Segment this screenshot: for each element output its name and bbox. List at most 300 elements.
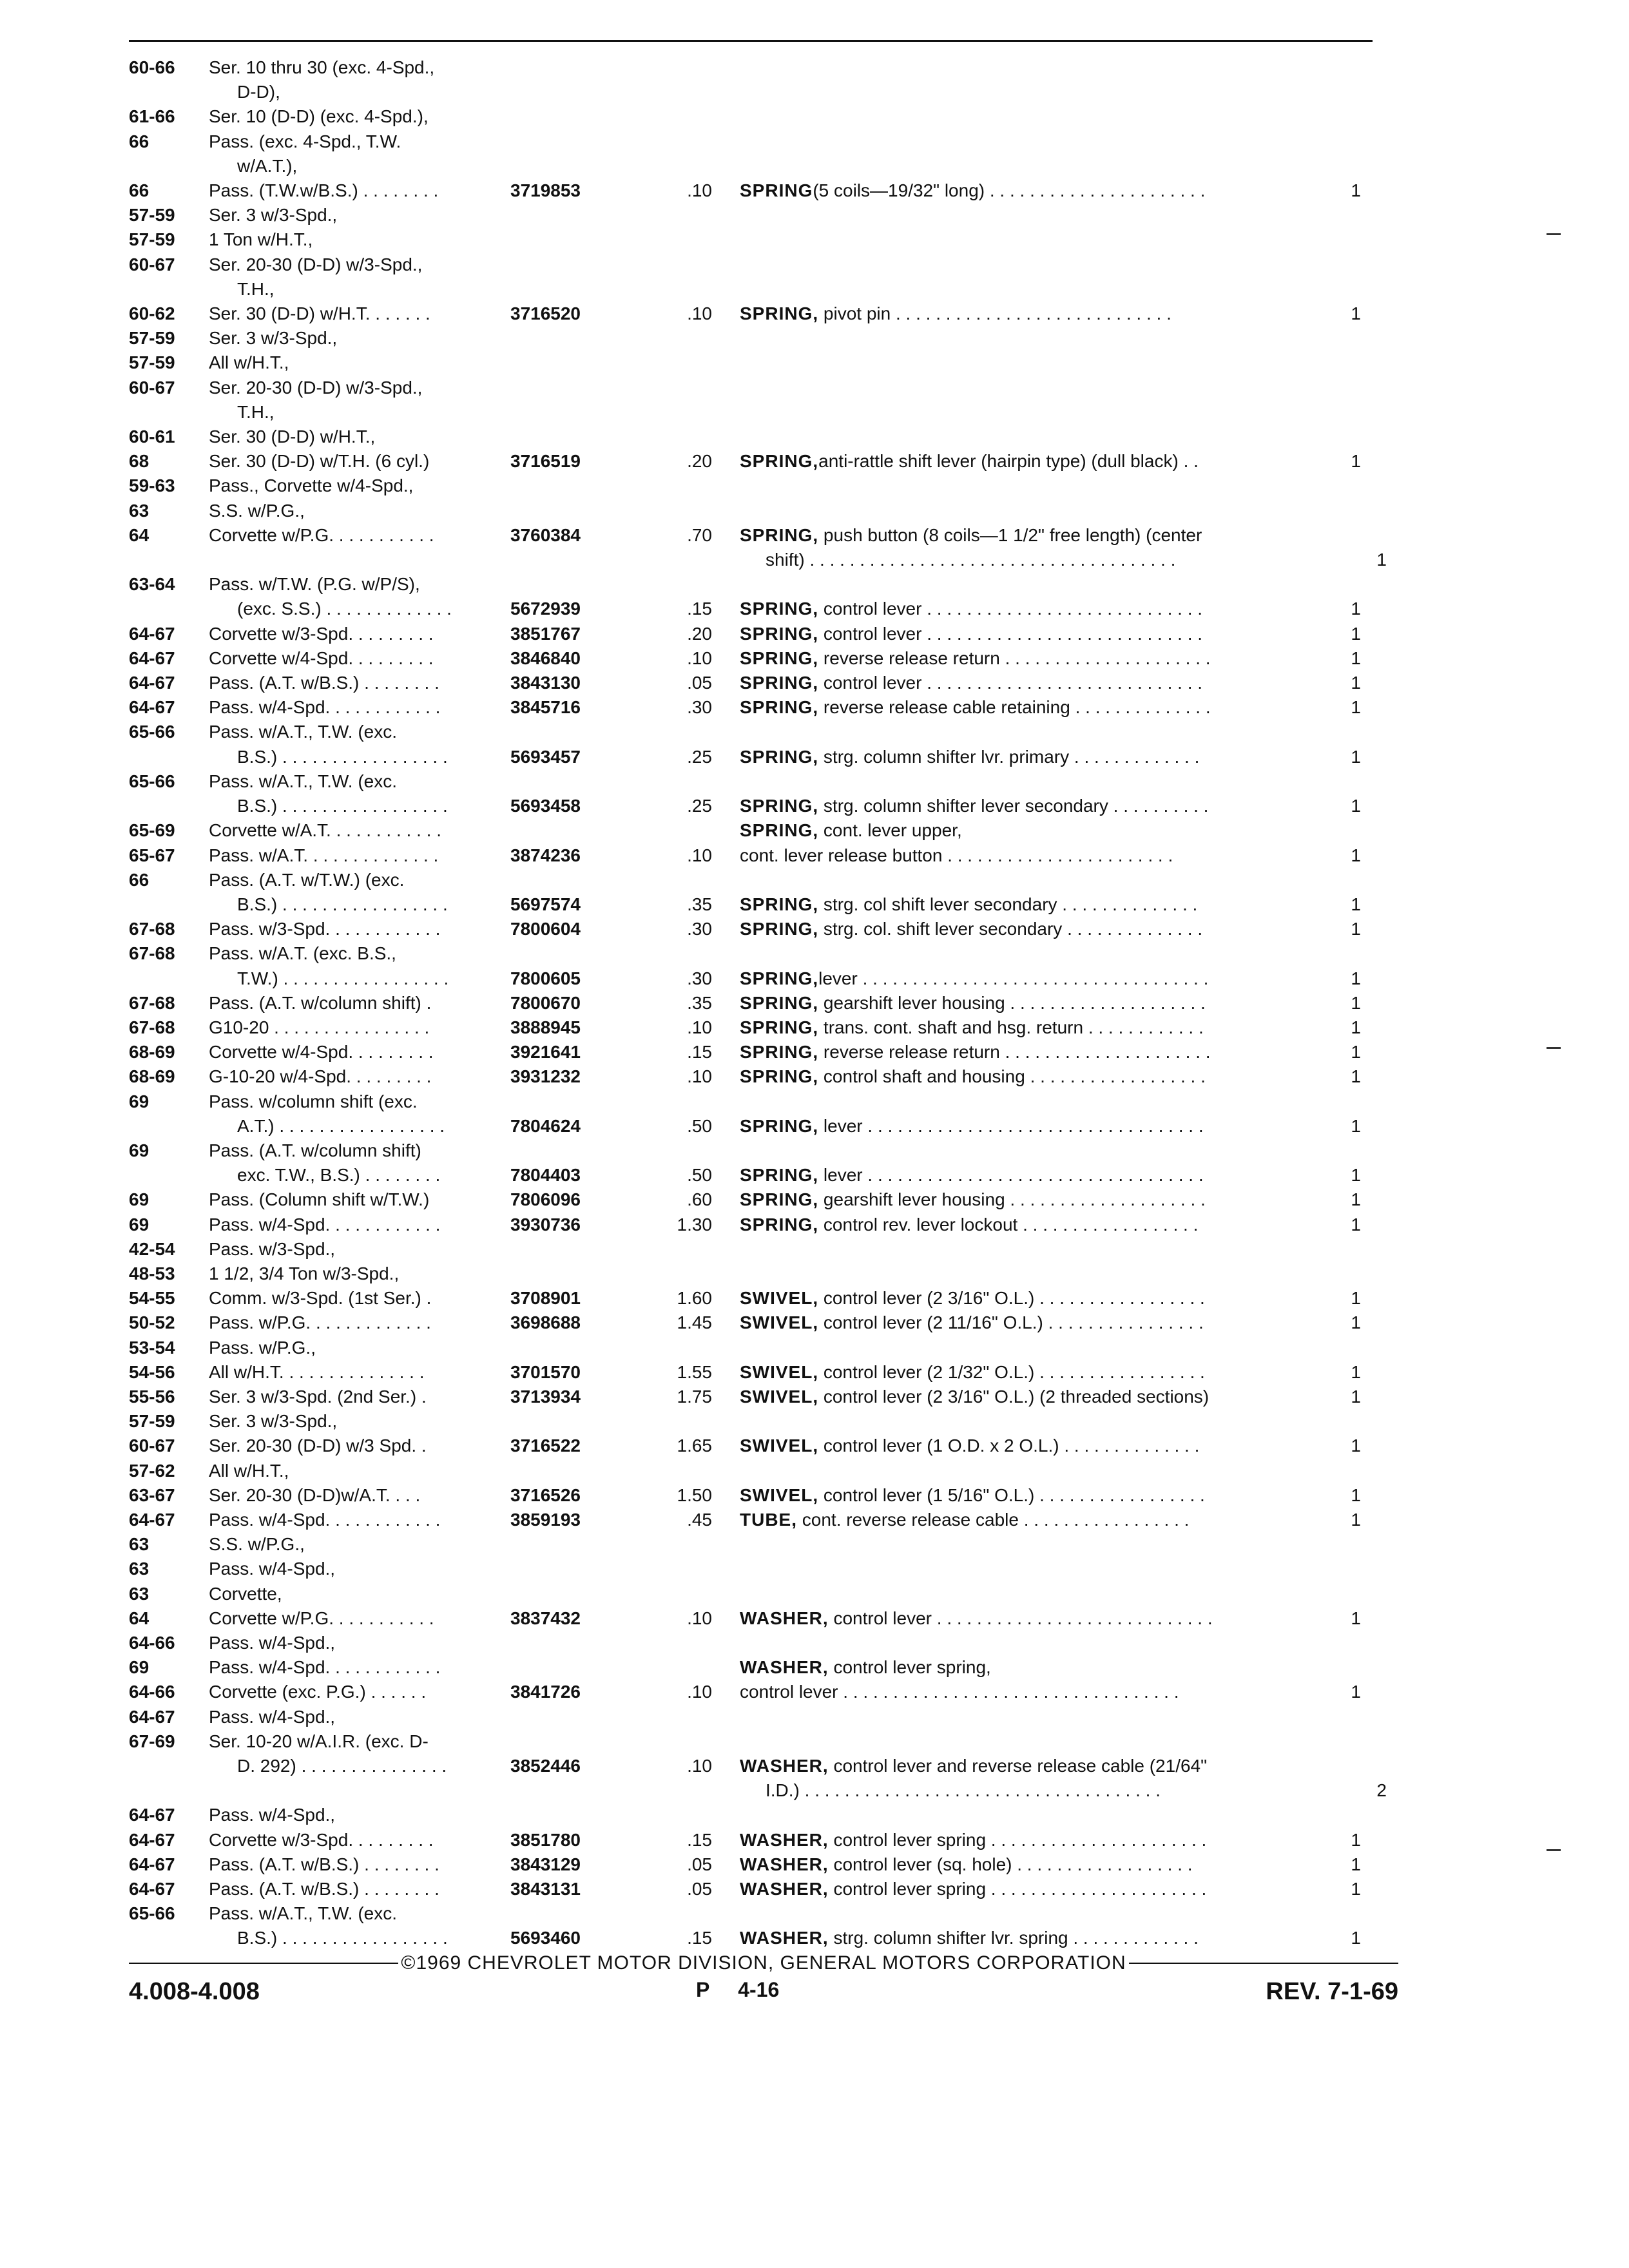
part-number: 7804624 [510,1115,581,1136]
part-row [129,351,1398,375]
part-description [740,1114,1344,1139]
part-description [740,917,1344,941]
application: B.S.) . . . . . . . . . . . . . . . . . [237,796,448,816]
list-price: 1.60 [677,1288,712,1309]
part-row [129,154,1398,178]
part-description [740,1754,1344,1778]
list-price: .25 [687,746,712,767]
part-detail: strg. col. shift lever secondary . . . . . . . . . . . . . . [818,919,1203,939]
application: Pass. w/A.T. (exc. B.S., [209,943,396,964]
part-detail: control lever . . . . . . . . . . . . . . . . . . . . . . . . . . . . [818,673,1203,693]
application: Pass. w/3-Spd., [209,1238,336,1259]
model-years: 48-53 [129,1263,175,1283]
model-years: 64-66 [129,1633,175,1653]
list-price: .10 [687,1017,712,1037]
part-row [129,302,1398,326]
part-row [129,868,1398,892]
part-number: 3716526 [510,1485,581,1505]
quantity: 1 [1351,1165,1361,1186]
part-row [129,991,1398,1015]
part-description [740,1385,1344,1409]
part-row [129,1459,1398,1483]
application: Pass. w/4-Spd., [209,1706,336,1727]
part-name: TUBE, [740,1509,797,1530]
list-price: .10 [687,648,712,668]
part-name: SPRING, [740,697,819,718]
part-detail: cont. lever release button . . . . . . . . . . . . . . . . . . . . . . . [740,845,1173,865]
quantity: 1 [1351,1829,1361,1850]
part-number: 3719853 [510,180,581,201]
quantity: 1 [1351,1066,1361,1087]
part-number: 3859193 [510,1509,581,1530]
model-years: 55-56 [129,1386,175,1407]
part-row [129,253,1398,277]
part-row [129,1483,1398,1508]
list-price: .10 [687,845,712,865]
application: Pass. (A.T. w/column shift) [209,1140,421,1160]
part-description [740,1778,1370,1803]
part-row [129,1015,1398,1040]
part-description [740,449,1344,474]
model-years: 57-59 [129,205,175,226]
part-description [740,548,1370,572]
part-name: SPRING, [740,1042,819,1062]
part-number: 7800605 [510,968,581,988]
part-name: SPRING, [740,746,819,767]
list-price: .15 [687,599,712,619]
part-name: SPRING [740,180,813,201]
model-years: 69 [129,1091,149,1111]
part-description [740,302,1344,326]
list-price: 1.30 [677,1214,712,1235]
part-name: SPRING, [740,1165,819,1186]
list-price: .30 [687,919,712,939]
model-years: 64-67 [129,1854,175,1874]
application: Pass. (A.T. w/T.W.) (exc. [209,869,405,890]
quantity: 1 [1351,623,1361,644]
part-description [740,1828,1344,1852]
part-row [129,1877,1398,1901]
quantity: 1 [1351,919,1361,939]
part-row [129,1213,1398,1237]
model-years: 65-66 [129,722,175,742]
part-number: 3921641 [510,1042,581,1062]
application: G-10-20 w/4-Spd. . . . . . . . . [209,1066,432,1087]
application: T.H., [237,401,275,422]
part-row [129,892,1398,917]
part-detail: control lever (2 11/16" O.L.) . . . . . . . . . . . . . . . . [818,1312,1204,1333]
model-years: 63 [129,1583,149,1604]
part-row [129,818,1398,843]
application: Pass. w/4-Spd. . . . . . . . . . . . [209,1657,441,1678]
quantity: 1 [1376,550,1387,570]
list-price: .20 [687,623,712,644]
model-years: 60-67 [129,254,175,274]
part-detail: control lever . . . . . . . . . . . . . . . . . . . . . . . . . . . . [818,599,1203,619]
part-row [129,1262,1398,1286]
part-description [740,1483,1344,1508]
list-price: .10 [687,180,712,201]
part-description [740,745,1344,769]
part-description [740,1434,1344,1458]
application: Comm. w/3-Spd. (1st Ser.) . [209,1288,432,1309]
application: A.T.) . . . . . . . . . . . . . . . . . [237,1115,445,1136]
application: Pass. w/A.T., T.W. (exc. [209,771,397,791]
model-years: 68 [129,451,149,472]
part-name: WASHER, [740,1657,829,1678]
part-detail: control rev. lever lockout . . . . . . . . . . . . . . . . . . [818,1214,1199,1235]
application: All w/H.T., [209,1460,289,1481]
list-price: .35 [687,894,712,914]
application: Corvette w/P.G. . . . . . . . . . . [209,1608,434,1628]
part-number: 5693457 [510,746,581,767]
model-years: 61-66 [129,106,175,127]
application: G10-20 . . . . . . . . . . . . . . . . [209,1017,430,1037]
list-price: .05 [687,1879,712,1899]
part-number: 5697574 [510,894,581,914]
application: (exc. S.S.) . . . . . . . . . . . . . [237,599,452,619]
part-row [129,1385,1398,1409]
part-detail: lever . . . . . . . . . . . . . . . . . . . . . . . . . . . . . . . . . . [818,1115,1204,1136]
application: Pass. w/T.W. (P.G. w/P/S), [209,574,420,595]
model-years: 67-68 [129,919,175,939]
list-price: .30 [687,697,712,718]
application: Pass. (A.T. w/column shift) . [209,992,432,1013]
application: Pass. w/A.T. . . . . . . . . . . . . . [209,845,439,865]
part-row [129,1705,1398,1729]
model-years: 57-59 [129,1411,175,1432]
top-rule [129,40,1373,42]
part-row [129,646,1398,671]
application: Corvette w/A.T. . . . . . . . . . . . [209,820,441,841]
part-name: WASHER, [740,1879,829,1899]
part-name: SWIVEL, [740,1386,819,1407]
page-number: P 4-16 [696,1978,780,2001]
part-name: SPRING, [740,894,819,914]
part-description [740,523,1344,548]
part-detail: lever . . . . . . . . . . . . . . . . . . . . . . . . . . . . . . . . . . . [818,968,1209,988]
list-price: .10 [687,303,712,324]
quantity: 1 [1351,180,1361,201]
application: T.W.) . . . . . . . . . . . . . . . . . [237,968,449,988]
application: Ser. 20-30 (D-D) w/3-Spd., [209,377,423,398]
part-name: SPRING, [740,524,819,545]
part-detail: I.D.) . . . . . . . . . . . . . . . . . . . . . . . . . . . . . . . . . . . . [766,1780,1161,1801]
application: exc. T.W., B.S.) . . . . . . . . [237,1165,441,1186]
part-row [129,548,1398,572]
part-number: 7804403 [510,1165,581,1186]
quantity: 1 [1351,303,1361,324]
part-detail: strg. column shifter lever secondary . . . . . . . . . . [818,796,1209,816]
quantity: 1 [1351,1854,1361,1874]
part-row [129,794,1398,818]
part-detail: push button (8 coils—1 1/2" free length) (center [818,524,1202,545]
list-price: 1.55 [677,1361,712,1382]
part-row [129,1778,1398,1803]
application: All w/H.T., [209,352,289,373]
part-row [129,769,1398,794]
part-detail: strg. column shifter lvr. spring . . . . . . . . . . . . . [828,1928,1199,1948]
part-name: SPRING, [740,1214,819,1235]
part-detail: control lever (1 O.D. x 2 O.L.) . . . . . . . . . . . . . . [818,1436,1200,1456]
application: 1 1/2, 3/4 Ton w/3-Spd., [209,1263,400,1283]
part-description [740,1015,1344,1040]
part-row [129,1631,1398,1655]
part-description [740,1064,1344,1089]
list-price: .70 [687,524,712,545]
part-row [129,1360,1398,1385]
model-years: 53-54 [129,1337,175,1358]
list-price: .10 [687,1066,712,1087]
quantity: 1 [1351,1189,1361,1210]
model-years: 65-67 [129,845,175,865]
part-row [129,326,1398,351]
part-description [740,1606,1344,1631]
model-years: 68-69 [129,1066,175,1087]
part-description [740,843,1344,868]
part-description [740,794,1344,818]
part-description [740,1213,1344,1237]
margin-mark [1547,233,1561,235]
part-row [129,425,1398,449]
part-name: SWIVEL, [740,1288,819,1309]
model-years: 63-67 [129,1485,175,1505]
part-row [129,449,1398,474]
application: T.H., [237,278,275,299]
application: D. 292) . . . . . . . . . . . . . . . [237,1756,447,1776]
quantity: 1 [1351,796,1361,816]
application: Pass. (exc. 4-Spd., T.W. [209,131,401,151]
model-years: 60-66 [129,57,175,77]
quantity: 1 [1351,1042,1361,1062]
part-number: 3843131 [510,1879,581,1899]
model-years: 67-68 [129,943,175,964]
part-row [129,745,1398,769]
model-years: 66 [129,180,149,201]
model-years: 57-62 [129,1460,175,1481]
revision-date: REV. 7-1-69 [1266,1978,1398,2005]
part-number: 3837432 [510,1608,581,1628]
part-description [740,991,1344,1015]
part-name: SWIVEL, [740,1312,819,1333]
model-years: 57-59 [129,352,175,373]
model-years: 42-54 [129,1238,175,1259]
part-detail: (5 coils—19/32" long) . . . . . . . . . . . . . . . . . . . . . . [813,180,1206,201]
quantity: 1 [1351,1879,1361,1899]
quantity: 1 [1351,697,1361,718]
application: Pass. w/4-Spd., [209,1805,336,1825]
application: Ser. 3 w/3-Spd. (2nd Ser.) . [209,1386,427,1407]
part-number: 3716522 [510,1436,581,1456]
part-description [740,1508,1344,1532]
part-detail: control lever (2 3/16" O.L.) . . . . . . . . . . . . . . . . . [818,1288,1205,1309]
application: Pass. (A.T. w/B.S.) . . . . . . . . [209,1854,439,1874]
part-number: 3713934 [510,1386,581,1407]
application: 1 Ton w/H.T., [209,229,313,250]
part-name: SPRING, [740,992,819,1013]
list-price: .30 [687,968,712,988]
quantity: 1 [1351,1288,1361,1309]
application: Ser. 3 w/3-Spd., [209,205,338,226]
list-price: 1.50 [677,1485,712,1505]
quantity: 1 [1351,451,1361,472]
part-detail: control lever . . . . . . . . . . . . . . . . . . . . . . . . . . . . [818,623,1203,644]
part-row [129,671,1398,695]
quantity: 1 [1351,1608,1361,1628]
part-row [129,1434,1398,1458]
model-years: 64-67 [129,1805,175,1825]
part-detail: strg. col shift lever secondary . . . . . . . . . . . . . . [818,894,1198,914]
part-name: SWIVEL, [740,1485,819,1505]
list-price: .60 [687,1189,712,1210]
list-price: .10 [687,1608,712,1628]
quantity: 1 [1351,1928,1361,1948]
part-description [740,1680,1344,1704]
part-number: 3843129 [510,1854,581,1874]
model-years: 67-68 [129,992,175,1013]
part-number: 3845716 [510,697,581,718]
part-detail: control shaft and housing . . . . . . . . . . . . . . . . . . [818,1066,1206,1087]
part-row [129,1655,1398,1680]
part-detail: reverse release return . . . . . . . . . . . . . . . . . . . . . [818,648,1211,668]
part-row [129,1926,1398,1950]
part-detail: lever . . . . . . . . . . . . . . . . . . . . . . . . . . . . . . . . . . [818,1165,1204,1186]
application: Corvette w/4-Spd. . . . . . . . . [209,1042,434,1062]
part-description [740,622,1344,646]
part-row [129,1114,1398,1139]
model-years: 63 [129,1559,149,1579]
quantity: 1 [1351,1436,1361,1456]
part-name: SWIVEL, [740,1436,819,1456]
part-description [740,1655,1344,1680]
model-years: 64-67 [129,1829,175,1850]
part-row [129,1508,1398,1532]
part-description [740,818,1344,843]
quantity: 1 [1351,599,1361,619]
page-footer [129,1978,1398,2008]
application: Corvette w/3-Spd. . . . . . . . . [209,1829,434,1850]
part-detail: gearshift lever housing . . . . . . . . . . . . . . . . . . . . [818,1189,1206,1210]
part-row [129,1163,1398,1187]
quantity: 1 [1351,746,1361,767]
part-row [129,1064,1398,1089]
application: Pass. (Column shift w/T.W.) [209,1189,430,1210]
part-row [129,1828,1398,1852]
application: Pass. w/4-Spd. . . . . . . . . . . . [209,1509,441,1530]
part-row [129,499,1398,523]
part-row [129,80,1398,104]
quantity: 2 [1376,1780,1387,1801]
part-row [129,400,1398,425]
part-name: SPRING, [740,1017,819,1037]
part-number: 3760384 [510,524,581,545]
quantity: 1 [1351,992,1361,1013]
part-row [129,1286,1398,1311]
part-description [740,695,1344,720]
part-name: SPRING, [740,1115,819,1136]
part-name: WASHER, [740,1928,829,1948]
model-years: 65-66 [129,771,175,791]
part-row [129,966,1398,991]
list-price: .05 [687,673,712,693]
quantity: 1 [1351,1386,1361,1407]
part-name: WASHER, [740,1608,829,1628]
application: Pass. (A.T. w/B.S.) . . . . . . . . [209,673,439,693]
part-name: WASHER, [740,1829,829,1850]
part-row [129,1557,1398,1581]
quantity: 1 [1351,1017,1361,1037]
application: Pass. w/column shift (exc. [209,1091,418,1111]
application: Corvette w/4-Spd. . . . . . . . . [209,648,434,668]
application: Ser. 20-30 (D-D)w/A.T. . . . [209,1485,421,1505]
model-years: 64-67 [129,697,175,718]
application: Pass. w/3-Spd. . . . . . . . . . . . [209,919,441,939]
model-years: 69 [129,1140,149,1160]
model-years: 59-63 [129,476,175,496]
part-row [129,104,1398,129]
part-number: 3888945 [510,1017,581,1037]
part-name: SPRING, [740,1066,819,1087]
application: B.S.) . . . . . . . . . . . . . . . . . [237,746,448,767]
part-name: SPRING, [740,673,819,693]
model-years: 63 [129,500,149,521]
list-price: .15 [687,1829,712,1850]
list-price: .10 [687,1756,712,1776]
part-number: 3698688 [510,1312,581,1333]
quantity: 1 [1351,673,1361,693]
part-description [740,1187,1344,1212]
part-row [129,695,1398,720]
part-detail: control lever (sq. hole) . . . . . . . . . . . . . . . . . . [828,1854,1193,1874]
part-description [740,1286,1344,1311]
list-price: 1.75 [677,1386,712,1407]
application: Ser. 3 w/3-Spd., [209,1411,338,1432]
part-detail: reverse release cable retaining . . . . . . . . . . . . . . [818,697,1211,718]
part-name: SPRING, [740,919,819,939]
part-description [740,1163,1344,1187]
list-price: .20 [687,451,712,472]
part-row [129,1311,1398,1335]
part-detail: trans. cont. shaft and hsg. return . . . . . . . . . . . . [818,1017,1204,1037]
part-detail: control lever (2 3/16" O.L.) (2 threaded sections) [818,1386,1210,1407]
application: B.S.) . . . . . . . . . . . . . . . . . [237,894,448,914]
part-row [129,1754,1398,1778]
part-detail: gearshift lever housing . . . . . . . . . . . . . . . . . . . . [818,992,1206,1013]
application: D-D), [237,82,280,102]
part-row [129,1803,1398,1827]
application: Pass. w/4-Spd. . . . . . . . . . . . [209,1214,441,1235]
part-number: 5693460 [510,1928,581,1948]
application: Pass. (T.W.w/B.S.) . . . . . . . . [209,180,439,201]
part-detail: control lever spring . . . . . . . . . . . . . . . . . . . . . . [828,1829,1207,1850]
model-years: 64-67 [129,1706,175,1727]
application: Pass. w/4-Spd., [209,1559,336,1579]
part-number: 5672939 [510,599,581,619]
quantity: 1 [1351,1312,1361,1333]
application: Corvette, [209,1583,282,1604]
part-description [740,597,1344,621]
part-number: 3716520 [510,303,581,324]
application: Pass. w/A.T., T.W. (exc. [209,722,397,742]
model-years: 64 [129,1608,149,1628]
section-code: 4.008-4.008 [129,1978,260,2005]
part-description [740,892,1344,917]
application: Ser. 3 w/3-Spd., [209,328,338,349]
part-description [740,1040,1344,1064]
part-row [129,917,1398,941]
part-number: 3931232 [510,1066,581,1087]
part-number: 3716519 [510,451,581,472]
